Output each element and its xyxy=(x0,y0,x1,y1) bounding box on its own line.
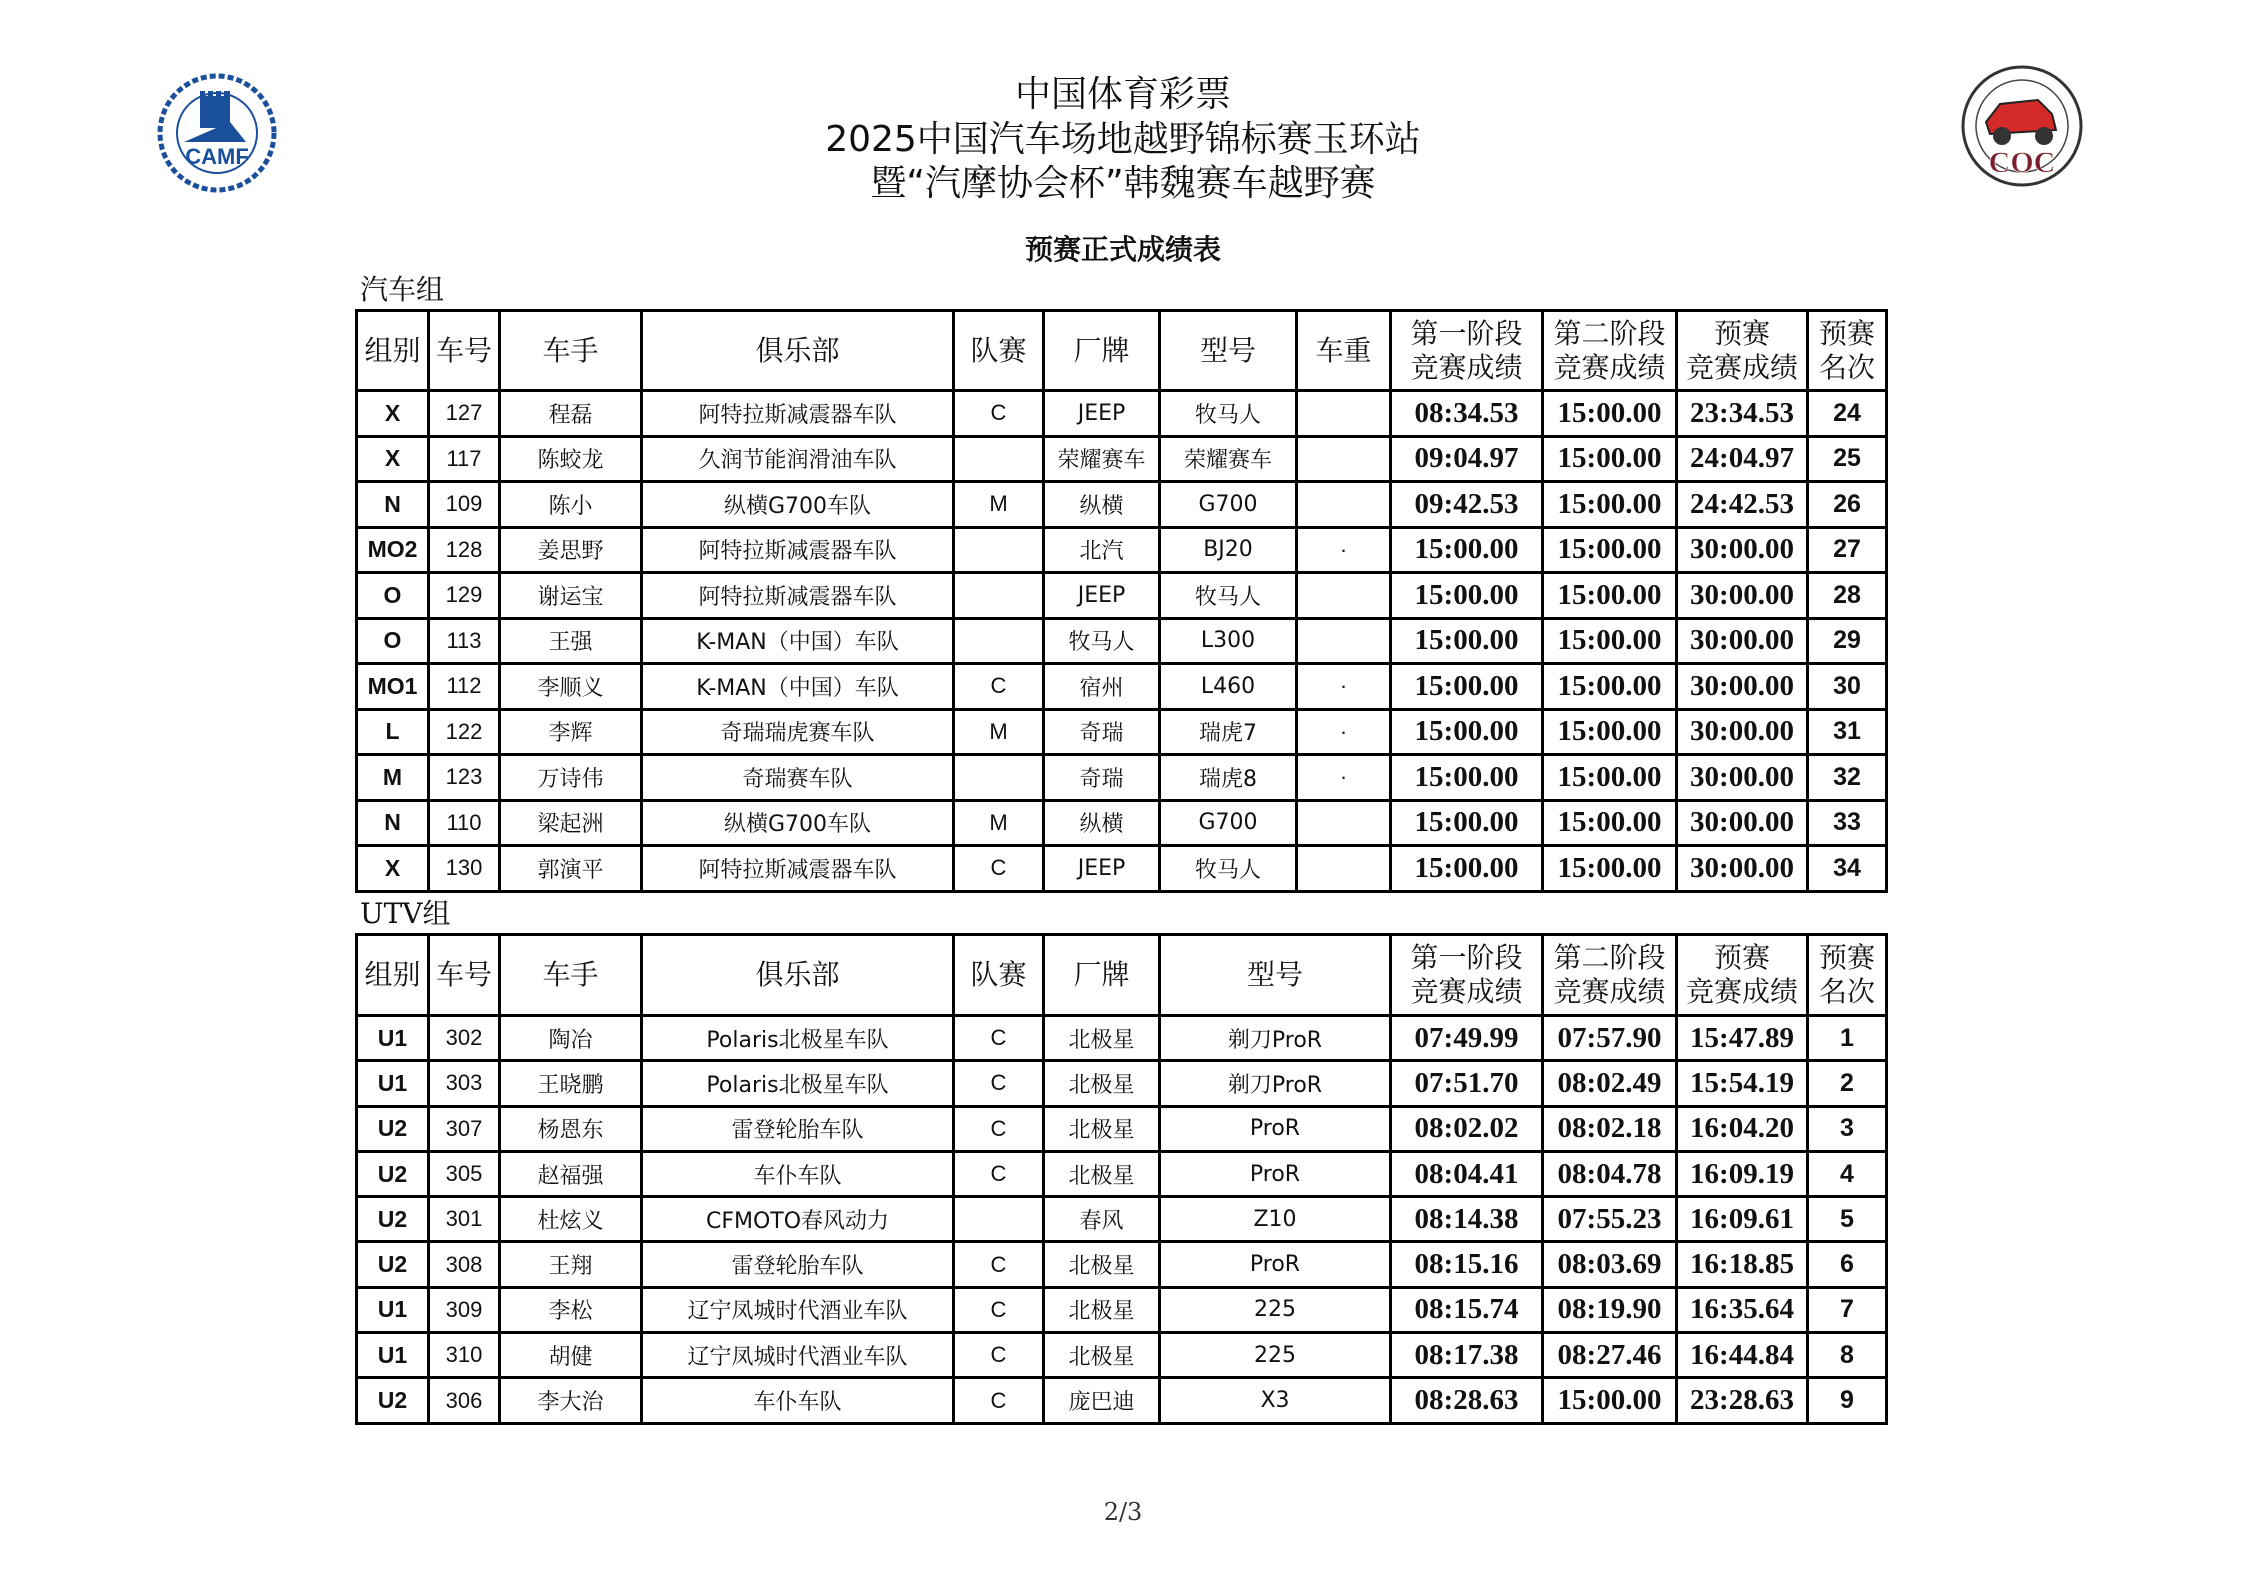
stage2-time-cell: 08:03.69 xyxy=(1543,1242,1677,1287)
club-cell: 辽宁凤城时代酒业车队 xyxy=(642,1333,954,1378)
team-cell: C xyxy=(954,1061,1044,1106)
stage1-time-cell: 15:00.00 xyxy=(1391,618,1543,664)
document-subtitle: 预赛正式成绩表 xyxy=(1024,233,1221,266)
driver-cell: 郭演平 xyxy=(500,846,642,892)
stage1-time-cell: 08:04.41 xyxy=(1391,1151,1543,1196)
table-row xyxy=(357,391,1887,437)
stage1-time-cell: 07:49.99 xyxy=(1391,1016,1543,1061)
weight-cell xyxy=(1297,573,1391,619)
club-cell: 车仆车队 xyxy=(642,1378,954,1423)
stage2-time-cell: 15:00.00 xyxy=(1543,755,1677,801)
car-number-cell: 113 xyxy=(429,618,500,664)
stage1-time-cell: 15:00.00 xyxy=(1391,709,1543,755)
driver-cell: 王晓鹏 xyxy=(500,1061,642,1106)
driver-cell: 谢运宝 xyxy=(500,573,642,619)
model-cell: L460 xyxy=(1160,664,1297,710)
car-number-cell: 129 xyxy=(429,573,500,619)
stage2-time-cell: 15:00.00 xyxy=(1543,664,1677,710)
total-time-cell: 30:00.00 xyxy=(1677,527,1808,573)
stage1-time-cell: 15:00.00 xyxy=(1391,755,1543,801)
club-cell: 雷登轮胎车队 xyxy=(642,1242,954,1287)
stage2-time-cell: 15:00.00 xyxy=(1543,573,1677,619)
table-row xyxy=(357,664,1887,710)
car-number-cell: 130 xyxy=(429,846,500,892)
column-header: 第一阶段 竞赛成绩 xyxy=(1391,935,1543,1016)
group-cell: U1 xyxy=(357,1333,429,1378)
weight-cell: · xyxy=(1297,709,1391,755)
model-cell: 剃刀ProR xyxy=(1160,1016,1391,1061)
rank-cell: 3 xyxy=(1808,1106,1887,1151)
brand-cell: 北极星 xyxy=(1044,1242,1160,1287)
club-cell: 久润节能润滑油车队 xyxy=(642,436,954,482)
driver-cell: 李辉 xyxy=(500,709,642,755)
model-cell: L300 xyxy=(1160,618,1297,664)
stage2-time-cell: 08:27.46 xyxy=(1543,1333,1677,1378)
stage1-time-cell: 15:00.00 xyxy=(1391,846,1543,892)
total-time-cell: 30:00.00 xyxy=(1677,618,1808,664)
car-number-cell: 309 xyxy=(429,1287,500,1332)
model-cell: G700 xyxy=(1160,482,1297,528)
column-header: 俱乐部 xyxy=(642,311,954,391)
stage2-time-cell: 15:00.00 xyxy=(1543,709,1677,755)
club-cell: 纵横G700车队 xyxy=(642,800,954,846)
team-cell xyxy=(954,527,1044,573)
driver-cell: 王强 xyxy=(500,618,642,664)
car-number-cell: 110 xyxy=(429,800,500,846)
table-row xyxy=(357,800,1887,846)
driver-cell: 李大治 xyxy=(500,1378,642,1423)
rank-cell: 26 xyxy=(1808,482,1887,528)
team-cell: C xyxy=(954,1242,1044,1287)
table-header-row xyxy=(357,935,1887,1016)
car-number-cell: 308 xyxy=(429,1242,500,1287)
total-time-cell: 16:09.19 xyxy=(1677,1151,1808,1196)
club-cell: 阿特拉斯减震器车队 xyxy=(642,573,954,619)
model-cell: ProR xyxy=(1160,1151,1391,1196)
total-time-cell: 24:04.97 xyxy=(1677,436,1808,482)
club-cell: 雷登轮胎车队 xyxy=(642,1106,954,1151)
group-cell: O xyxy=(357,618,429,664)
table-header-row xyxy=(357,311,1887,391)
driver-cell: 杨恩东 xyxy=(500,1106,642,1151)
car-group-label: 汽车组 xyxy=(360,273,445,306)
total-time-cell: 16:35.64 xyxy=(1677,1287,1808,1332)
team-cell: C xyxy=(954,1333,1044,1378)
column-header: 组别 xyxy=(357,935,429,1016)
coc-logo-text: COC xyxy=(1988,146,2056,179)
rank-cell: 29 xyxy=(1808,618,1887,664)
team-cell: M xyxy=(954,709,1044,755)
brand-cell: 宿州 xyxy=(1044,664,1160,710)
model-cell: Z10 xyxy=(1160,1197,1391,1242)
model-cell: 瑞虎8 xyxy=(1160,755,1297,801)
column-header: 第二阶段 竞赛成绩 xyxy=(1543,311,1677,391)
team-cell: M xyxy=(954,482,1044,528)
table-row xyxy=(357,1287,1887,1332)
group-cell: N xyxy=(357,800,429,846)
column-header: 厂牌 xyxy=(1044,935,1160,1016)
stage1-time-cell: 09:04.97 xyxy=(1391,436,1543,482)
club-cell: CFMOTO春风动力 xyxy=(642,1197,954,1242)
brand-cell: 纵横 xyxy=(1044,800,1160,846)
group-cell: U2 xyxy=(357,1197,429,1242)
table-row xyxy=(357,436,1887,482)
team-cell: M xyxy=(954,800,1044,846)
stage2-time-cell: 15:00.00 xyxy=(1543,846,1677,892)
model-cell: X3 xyxy=(1160,1378,1391,1423)
stage1-time-cell: 08:28.63 xyxy=(1391,1378,1543,1423)
total-time-cell: 24:42.53 xyxy=(1677,482,1808,528)
total-time-cell: 16:09.61 xyxy=(1677,1197,1808,1242)
title-sponsor: 中国体育彩票 xyxy=(1014,74,1231,115)
brand-cell: 北极星 xyxy=(1044,1106,1160,1151)
team-cell: C xyxy=(954,1151,1044,1196)
group-cell: X xyxy=(357,846,429,892)
total-time-cell: 23:34.53 xyxy=(1677,391,1808,437)
group-cell: U2 xyxy=(357,1242,429,1287)
group-cell: U2 xyxy=(357,1378,429,1423)
rank-cell: 4 xyxy=(1808,1151,1887,1196)
driver-cell: 姜思野 xyxy=(500,527,642,573)
brand-cell: 北极星 xyxy=(1044,1151,1160,1196)
team-cell: C xyxy=(954,1378,1044,1423)
column-header: 队赛 xyxy=(954,311,1044,391)
group-cell: M xyxy=(357,755,429,801)
column-header: 第二阶段 竞赛成绩 xyxy=(1543,935,1677,1016)
column-header: 型号 xyxy=(1160,935,1391,1016)
weight-cell xyxy=(1297,618,1391,664)
brand-cell: 奇瑞 xyxy=(1044,709,1160,755)
car-number-cell: 310 xyxy=(429,1333,500,1378)
club-cell: Polaris北极星车队 xyxy=(642,1061,954,1106)
table-row xyxy=(357,573,1887,619)
club-cell: 辽宁凤城时代酒业车队 xyxy=(642,1287,954,1332)
column-header: 组别 xyxy=(357,311,429,391)
model-cell: ProR xyxy=(1160,1106,1391,1151)
title-event: 2025中国汽车场地越野锦标赛玉环站 xyxy=(825,119,1421,160)
utv-results-table xyxy=(355,933,1888,1425)
total-time-cell: 16:44.84 xyxy=(1677,1333,1808,1378)
model-cell: 225 xyxy=(1160,1287,1391,1332)
club-cell: 阿特拉斯减震器车队 xyxy=(642,391,954,437)
stage1-time-cell: 15:00.00 xyxy=(1391,800,1543,846)
stage2-time-cell: 08:04.78 xyxy=(1543,1151,1677,1196)
car-number-cell: 305 xyxy=(429,1151,500,1196)
column-header: 第一阶段 竞赛成绩 xyxy=(1391,311,1543,391)
stage1-time-cell: 15:00.00 xyxy=(1391,527,1543,573)
driver-cell: 王翔 xyxy=(500,1242,642,1287)
stage1-time-cell: 08:17.38 xyxy=(1391,1333,1543,1378)
car-number-cell: 301 xyxy=(429,1197,500,1242)
rank-cell: 28 xyxy=(1808,573,1887,619)
table-row xyxy=(357,1061,1887,1106)
stage1-time-cell: 08:14.38 xyxy=(1391,1197,1543,1242)
brand-cell: 北极星 xyxy=(1044,1287,1160,1332)
column-header: 车号 xyxy=(429,311,500,391)
rank-cell: 24 xyxy=(1808,391,1887,437)
column-header: 型号 xyxy=(1160,311,1297,391)
weight-cell: · xyxy=(1297,664,1391,710)
column-header: 车号 xyxy=(429,935,500,1016)
table-row xyxy=(357,1333,1887,1378)
rank-cell: 27 xyxy=(1808,527,1887,573)
model-cell: 荣耀赛车 xyxy=(1160,436,1297,482)
group-cell: U1 xyxy=(357,1287,429,1332)
total-time-cell: 30:00.00 xyxy=(1677,709,1808,755)
car-number-cell: 306 xyxy=(429,1378,500,1423)
table-row xyxy=(357,482,1887,528)
table-row xyxy=(357,1378,1887,1423)
brand-cell: 奇瑞 xyxy=(1044,755,1160,801)
club-cell: 车仆车队 xyxy=(642,1151,954,1196)
column-header: 预赛 名次 xyxy=(1808,935,1887,1016)
table-row xyxy=(357,1106,1887,1151)
stage2-time-cell: 15:00.00 xyxy=(1543,482,1677,528)
weight-cell xyxy=(1297,482,1391,528)
total-time-cell: 16:18.85 xyxy=(1677,1242,1808,1287)
group-cell: MO2 xyxy=(357,527,429,573)
stage2-time-cell: 08:19.90 xyxy=(1543,1287,1677,1332)
rank-cell: 30 xyxy=(1808,664,1887,710)
car-number-cell: 122 xyxy=(429,709,500,755)
total-time-cell: 23:28.63 xyxy=(1677,1378,1808,1423)
club-cell: 纵横G700车队 xyxy=(642,482,954,528)
car-number-cell: 307 xyxy=(429,1106,500,1151)
stage1-time-cell: 08:15.16 xyxy=(1391,1242,1543,1287)
column-header: 俱乐部 xyxy=(642,935,954,1016)
table-row xyxy=(357,527,1887,573)
column-header: 车手 xyxy=(500,935,642,1016)
team-cell: C xyxy=(954,846,1044,892)
car-number-cell: 127 xyxy=(429,391,500,437)
rank-cell: 8 xyxy=(1808,1333,1887,1378)
brand-cell: 纵横 xyxy=(1044,482,1160,528)
rank-cell: 5 xyxy=(1808,1197,1887,1242)
rank-cell: 1 xyxy=(1808,1016,1887,1061)
weight-cell: · xyxy=(1297,527,1391,573)
rank-cell: 32 xyxy=(1808,755,1887,801)
group-cell: N xyxy=(357,482,429,528)
team-cell xyxy=(954,755,1044,801)
model-cell: BJ20 xyxy=(1160,527,1297,573)
total-time-cell: 30:00.00 xyxy=(1677,573,1808,619)
car-number-cell: 117 xyxy=(429,436,500,482)
team-cell xyxy=(954,1197,1044,1242)
table-row xyxy=(357,1151,1887,1196)
stage2-time-cell: 15:00.00 xyxy=(1543,391,1677,437)
team-cell xyxy=(954,436,1044,482)
team-cell: C xyxy=(954,1106,1044,1151)
stage1-time-cell: 09:42.53 xyxy=(1391,482,1543,528)
weight-cell xyxy=(1297,391,1391,437)
team-cell xyxy=(954,573,1044,619)
brand-cell: 北极星 xyxy=(1044,1016,1160,1061)
table-row xyxy=(357,618,1887,664)
stage2-time-cell: 07:55.23 xyxy=(1543,1197,1677,1242)
brand-cell: JEEP xyxy=(1044,846,1160,892)
brand-cell: 北极星 xyxy=(1044,1061,1160,1106)
total-time-cell: 16:04.20 xyxy=(1677,1106,1808,1151)
table-row xyxy=(357,1197,1887,1242)
team-cell: C xyxy=(954,664,1044,710)
table-row xyxy=(357,846,1887,892)
rank-cell: 25 xyxy=(1808,436,1887,482)
stage2-time-cell: 08:02.18 xyxy=(1543,1106,1677,1151)
brand-cell: JEEP xyxy=(1044,573,1160,619)
club-cell: 阿特拉斯减震器车队 xyxy=(642,846,954,892)
driver-cell: 陈蛟龙 xyxy=(500,436,642,482)
club-cell: 奇瑞赛车队 xyxy=(642,755,954,801)
brand-cell: 牧马人 xyxy=(1044,618,1160,664)
title-cup: 暨“汽摩协会杯”韩魏赛车越野赛 xyxy=(870,163,1376,204)
group-cell: U2 xyxy=(357,1106,429,1151)
stage1-time-cell: 15:00.00 xyxy=(1391,664,1543,710)
car-number-cell: 123 xyxy=(429,755,500,801)
column-header: 车重 xyxy=(1297,311,1391,391)
rank-cell: 9 xyxy=(1808,1378,1887,1423)
driver-cell: 万诗伟 xyxy=(500,755,642,801)
table-row xyxy=(357,1242,1887,1287)
brand-cell: JEEP xyxy=(1044,391,1160,437)
weight-cell: · xyxy=(1297,755,1391,801)
column-header: 预赛 名次 xyxy=(1808,311,1887,391)
stage1-time-cell: 07:51.70 xyxy=(1391,1061,1543,1106)
club-cell: 奇瑞瑞虎赛车队 xyxy=(642,709,954,755)
stage2-time-cell: 07:57.90 xyxy=(1543,1016,1677,1061)
model-cell: ProR xyxy=(1160,1242,1391,1287)
table-row xyxy=(357,709,1887,755)
car-number-cell: 112 xyxy=(429,664,500,710)
group-cell: U1 xyxy=(357,1016,429,1061)
stage1-time-cell: 08:15.74 xyxy=(1391,1287,1543,1332)
group-cell: MO1 xyxy=(357,664,429,710)
club-cell: K-MAN（中国）车队 xyxy=(642,618,954,664)
rank-cell: 34 xyxy=(1808,846,1887,892)
car-results-table xyxy=(355,309,1888,893)
brand-cell: 春风 xyxy=(1044,1197,1160,1242)
driver-cell: 陶冶 xyxy=(500,1016,642,1061)
group-cell: X xyxy=(357,391,429,437)
model-cell: G700 xyxy=(1160,800,1297,846)
group-cell: O xyxy=(357,573,429,619)
group-cell: U2 xyxy=(357,1151,429,1196)
group-cell: L xyxy=(357,709,429,755)
camf-logo-text: CAMF xyxy=(185,144,249,169)
stage1-time-cell: 08:34.53 xyxy=(1391,391,1543,437)
table-row xyxy=(357,755,1887,801)
total-time-cell: 15:47.89 xyxy=(1677,1016,1808,1061)
column-header: 预赛 竞赛成绩 xyxy=(1677,935,1808,1016)
model-cell: 牧马人 xyxy=(1160,573,1297,619)
model-cell: 瑞虎7 xyxy=(1160,709,1297,755)
driver-cell: 胡健 xyxy=(500,1333,642,1378)
brand-cell: 北极星 xyxy=(1044,1333,1160,1378)
driver-cell: 李顺义 xyxy=(500,664,642,710)
stage2-time-cell: 15:00.00 xyxy=(1543,800,1677,846)
weight-cell xyxy=(1297,800,1391,846)
stage2-time-cell: 08:02.49 xyxy=(1543,1061,1677,1106)
rank-cell: 2 xyxy=(1808,1061,1887,1106)
driver-cell: 杜炫义 xyxy=(500,1197,642,1242)
stage2-time-cell: 15:00.00 xyxy=(1543,1378,1677,1423)
driver-cell: 李松 xyxy=(500,1287,642,1332)
rank-cell: 33 xyxy=(1808,800,1887,846)
rank-cell: 6 xyxy=(1808,1242,1887,1287)
total-time-cell: 30:00.00 xyxy=(1677,755,1808,801)
team-cell: C xyxy=(954,391,1044,437)
driver-cell: 程磊 xyxy=(500,391,642,437)
weight-cell xyxy=(1297,436,1391,482)
total-time-cell: 30:00.00 xyxy=(1677,664,1808,710)
table-row xyxy=(357,1016,1887,1061)
brand-cell: 荣耀赛车 xyxy=(1044,436,1160,482)
club-cell: Polaris北极星车队 xyxy=(642,1016,954,1061)
car-number-cell: 303 xyxy=(429,1061,500,1106)
total-time-cell: 15:54.19 xyxy=(1677,1061,1808,1106)
total-time-cell: 30:00.00 xyxy=(1677,800,1808,846)
stage1-time-cell: 08:02.02 xyxy=(1391,1106,1543,1151)
rank-cell: 7 xyxy=(1808,1287,1887,1332)
driver-cell: 陈小 xyxy=(500,482,642,528)
group-cell: X xyxy=(357,436,429,482)
club-cell: K-MAN（中国）车队 xyxy=(642,664,954,710)
page-number: 2/3 xyxy=(1103,1498,1143,1526)
column-header: 厂牌 xyxy=(1044,311,1160,391)
weight-cell xyxy=(1297,846,1391,892)
model-cell: 牧马人 xyxy=(1160,391,1297,437)
team-cell: C xyxy=(954,1016,1044,1061)
model-cell: 剃刀ProR xyxy=(1160,1061,1391,1106)
column-header: 预赛 竞赛成绩 xyxy=(1677,311,1808,391)
car-number-cell: 128 xyxy=(429,527,500,573)
column-header: 队赛 xyxy=(954,935,1044,1016)
model-cell: 225 xyxy=(1160,1333,1391,1378)
car-number-cell: 302 xyxy=(429,1016,500,1061)
group-cell: U1 xyxy=(357,1061,429,1106)
team-cell: C xyxy=(954,1287,1044,1332)
stage1-time-cell: 15:00.00 xyxy=(1391,573,1543,619)
model-cell: 牧马人 xyxy=(1160,846,1297,892)
brand-cell: 北汽 xyxy=(1044,527,1160,573)
club-cell: 阿特拉斯减震器车队 xyxy=(642,527,954,573)
stage2-time-cell: 15:00.00 xyxy=(1543,618,1677,664)
column-header: 车手 xyxy=(500,311,642,391)
driver-cell: 梁起洲 xyxy=(500,800,642,846)
rank-cell: 31 xyxy=(1808,709,1887,755)
brand-cell: 庞巴迪 xyxy=(1044,1378,1160,1423)
stage2-time-cell: 15:00.00 xyxy=(1543,527,1677,573)
driver-cell: 赵福强 xyxy=(500,1151,642,1196)
total-time-cell: 30:00.00 xyxy=(1677,846,1808,892)
team-cell xyxy=(954,618,1044,664)
car-number-cell: 109 xyxy=(429,482,500,528)
utv-group-label: UTV组 xyxy=(360,897,451,930)
stage2-time-cell: 15:00.00 xyxy=(1543,436,1677,482)
